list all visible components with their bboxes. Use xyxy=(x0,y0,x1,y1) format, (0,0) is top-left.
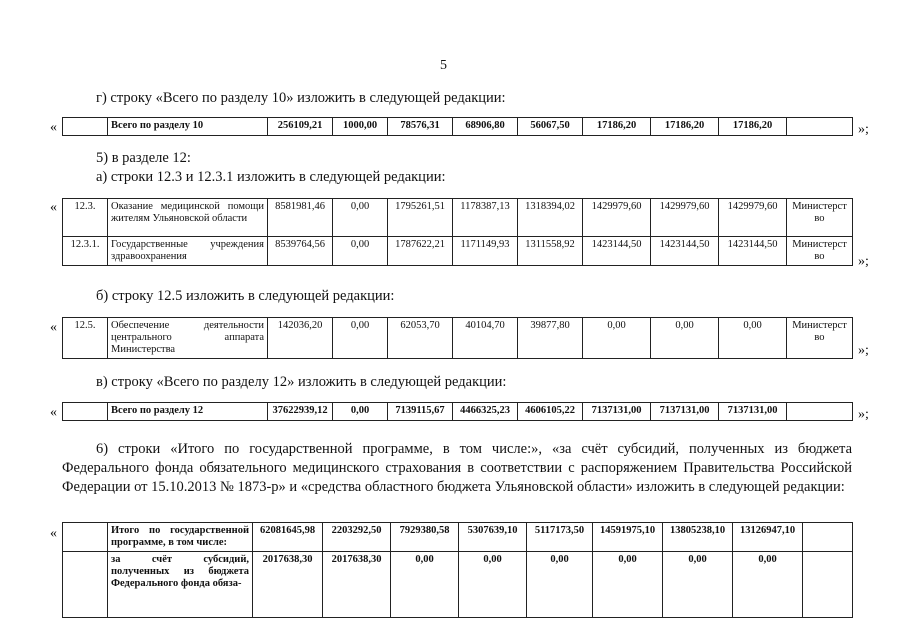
executor: Министерство xyxy=(787,199,853,237)
row-label: Итого по государственной программе, в том числе: xyxy=(108,523,253,552)
cell-empty xyxy=(63,523,108,552)
table-12-3 xyxy=(62,198,853,266)
table-row xyxy=(63,403,853,421)
quote-open: « xyxy=(50,320,57,335)
table-program-total xyxy=(62,522,853,618)
quote-open: « xyxy=(50,200,57,215)
quote-close: »; xyxy=(858,122,869,137)
value-cell: 4466325,23 xyxy=(453,403,518,421)
quote-close: »; xyxy=(858,343,869,358)
cell-empty xyxy=(803,523,853,552)
table-row xyxy=(63,523,853,552)
value-cell: 7137131,00 xyxy=(651,403,719,421)
value-cell: 1423144,50 xyxy=(583,237,651,266)
value-cell: 1178387,13 xyxy=(453,199,518,237)
value-cell: 0,00 xyxy=(333,199,388,237)
value-cell: 1429979,60 xyxy=(583,199,651,237)
cell-empty xyxy=(63,403,108,421)
row-number: 12.3. xyxy=(63,199,108,237)
value-cell: 1423144,50 xyxy=(719,237,787,266)
value-cell: 1318394,02 xyxy=(518,199,583,237)
quote-close: »; xyxy=(858,407,869,422)
cell-empty xyxy=(63,552,108,618)
value-cell: 2017638,30 xyxy=(253,552,323,618)
paragraph-5: 5) в разделе 12: xyxy=(96,150,191,166)
value-cell: 4606105,22 xyxy=(518,403,583,421)
paragraph-g: г) строку «Всего по разделу 10» изложить в следующей редакции: xyxy=(96,90,506,106)
table-12-5 xyxy=(62,317,853,359)
value-cell: 2017638,30 xyxy=(323,552,391,618)
value-cell: 68906,80 xyxy=(453,118,518,136)
value-cell: 0,00 xyxy=(719,318,787,359)
value-cell: 1311558,92 xyxy=(518,237,583,266)
value-cell: 0,00 xyxy=(333,237,388,266)
table-section-10-total xyxy=(62,117,853,136)
value-cell: 0,00 xyxy=(333,318,388,359)
value-cell: 37622939,12 xyxy=(268,403,333,421)
paragraph-b: б) строку 12.5 изложить в следующей редакции: xyxy=(96,288,395,304)
value-cell: 62053,70 xyxy=(388,318,453,359)
value-cell: 2203292,50 xyxy=(323,523,391,552)
table-row xyxy=(63,237,853,266)
value-cell: 0,00 xyxy=(527,552,593,618)
value-cell: 0,00 xyxy=(459,552,527,618)
value-cell: 62081645,98 xyxy=(253,523,323,552)
paragraph-v: в) строку «Всего по разделу 12» изложить в следующей редакции: xyxy=(96,374,507,390)
paragraph-6: 6) строки «Итого по государственной программе, в том числе:», «за счёт субсидий, полученных из бюджета Федерального фонда обязательного медицинского страхования в соответствии с распоряжением Правительства Российской Федерации от 15.10.2013 № 1873-р» и «средства областного бюджета Ульяновской области» изложить в следующей редакции: xyxy=(62,441,852,495)
value-cell: 1423144,50 xyxy=(651,237,719,266)
value-cell: 142036,20 xyxy=(268,318,333,359)
executor: Министерство xyxy=(787,237,853,266)
table-row xyxy=(63,318,853,359)
value-cell: 0,00 xyxy=(333,403,388,421)
table-row xyxy=(63,552,853,618)
row-number: 12.5. xyxy=(63,318,108,359)
row-label: Всего по разделу 10 xyxy=(108,118,268,136)
value-cell: 0,00 xyxy=(583,318,651,359)
value-cell: 1000,00 xyxy=(333,118,388,136)
value-cell: 56067,50 xyxy=(518,118,583,136)
value-cell: 7929380,58 xyxy=(391,523,459,552)
row-name: Обеспечение деятельности центрального аппарата Министерства xyxy=(108,318,268,359)
value-cell: 256109,21 xyxy=(268,118,333,136)
value-cell: 78576,31 xyxy=(388,118,453,136)
value-cell: 0,00 xyxy=(663,552,733,618)
cell-empty xyxy=(803,552,853,618)
value-cell: 17186,20 xyxy=(651,118,719,136)
row-label: Всего по разделу 12 xyxy=(108,403,268,421)
value-cell: 8581981,46 xyxy=(268,199,333,237)
value-cell: 0,00 xyxy=(733,552,803,618)
quote-open: « xyxy=(50,526,57,541)
value-cell: 39877,80 xyxy=(518,318,583,359)
cell-empty xyxy=(63,118,108,136)
quote-close: »; xyxy=(858,254,869,269)
quote-open: « xyxy=(50,120,57,135)
quote-open: « xyxy=(50,405,57,420)
value-cell: 13805238,10 xyxy=(663,523,733,552)
value-cell: 7139115,67 xyxy=(388,403,453,421)
row-name: Оказание медицинской помощи жителям Ульяновской области xyxy=(108,199,268,237)
cell-empty xyxy=(787,118,853,136)
value-cell: 1429979,60 xyxy=(719,199,787,237)
value-cell: 1171149,93 xyxy=(453,237,518,266)
value-cell: 1429979,60 xyxy=(651,199,719,237)
value-cell: 40104,70 xyxy=(453,318,518,359)
value-cell: 8539764,56 xyxy=(268,237,333,266)
value-cell: 0,00 xyxy=(593,552,663,618)
row-name: Государственные учреждения здравоохранения xyxy=(108,237,268,266)
value-cell: 0,00 xyxy=(651,318,719,359)
value-cell: 1787622,21 xyxy=(388,237,453,266)
value-cell: 7137131,00 xyxy=(583,403,651,421)
value-cell: 5117173,50 xyxy=(527,523,593,552)
page-number: 5 xyxy=(440,58,447,73)
value-cell: 1795261,51 xyxy=(388,199,453,237)
cell-empty xyxy=(787,403,853,421)
value-cell: 5307639,10 xyxy=(459,523,527,552)
value-cell: 17186,20 xyxy=(583,118,651,136)
executor: Министерство xyxy=(787,318,853,359)
value-cell: 14591975,10 xyxy=(593,523,663,552)
table-row xyxy=(63,199,853,237)
value-cell: 7137131,00 xyxy=(719,403,787,421)
row-number: 12.3.1. xyxy=(63,237,108,266)
row-label: за счёт субсидий, полученных из бюджета Федерального фонда обяза- xyxy=(108,552,253,618)
value-cell: 0,00 xyxy=(391,552,459,618)
value-cell: 17186,20 xyxy=(719,118,787,136)
table-row xyxy=(63,118,853,136)
paragraph-a: а) строки 12.3 и 12.3.1 изложить в следующей редакции: xyxy=(96,169,446,185)
value-cell: 13126947,10 xyxy=(733,523,803,552)
table-section-12-total xyxy=(62,402,853,421)
